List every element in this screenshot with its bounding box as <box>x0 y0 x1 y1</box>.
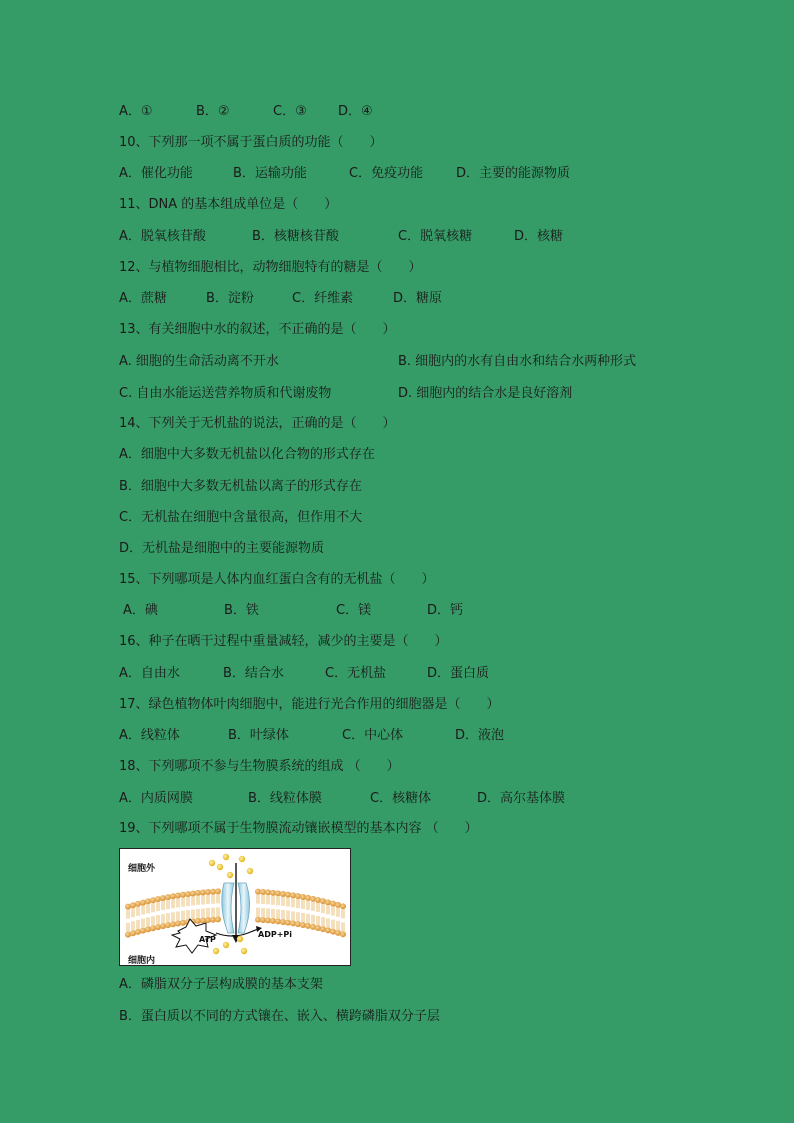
q10-option-c: C．免疫功能 <box>349 166 424 181</box>
ion-particle <box>227 872 233 878</box>
q11-option-b: B．核糖核苷酸 <box>252 229 339 244</box>
q11-option-d: D．核糖 <box>514 229 564 244</box>
q11-option-c: C．脱氧核糖 <box>398 229 473 244</box>
q18-stem: 18、下列哪项不参与生物膜系统的组成 （ ） <box>119 759 400 774</box>
q14-option-a: A．细胞中大多数无机盐以化合物的形式存在 <box>119 447 375 462</box>
label-inside-cell: 细胞内 <box>128 956 156 966</box>
channel-protein <box>222 883 234 933</box>
q14-stem: 14、下列关于无机盐的说法，正确的是（ ） <box>119 416 396 431</box>
ion-particle <box>217 864 223 870</box>
q16-option-b: B．结合水 <box>223 666 284 681</box>
q13-option-d: D. 细胞内的结合水是良好溶剂 <box>398 386 573 401</box>
ion-particle <box>213 948 219 954</box>
q18-option-b: B．线粒体膜 <box>248 791 322 806</box>
q9-option-b: B．② <box>196 104 230 119</box>
q13-option-b: B. 细胞内的水有自由水和结合水两种形式 <box>398 354 637 369</box>
q15-option-a: A．碘 <box>123 603 158 618</box>
q16-option-a: A．自由水 <box>119 666 180 681</box>
q12-option-a: A．蔗糖 <box>119 291 167 306</box>
q16-option-c: C．无机盐 <box>325 666 387 681</box>
q10-option-b: B．运输功能 <box>233 166 307 181</box>
q15-option-b: B．铁 <box>224 603 259 618</box>
membrane-diagram <box>119 848 351 966</box>
label-adp-pi: ADP+Pi <box>258 930 293 939</box>
q17-option-c: C．中心体 <box>342 728 404 743</box>
q16-stem: 16、种子在晒干过程中重量减轻，减少的主要是（ ） <box>119 634 448 649</box>
q12-option-c: C．纤维素 <box>292 291 354 306</box>
q15-option-c: C．镁 <box>336 603 372 618</box>
q15-stem: 15、下列哪项是人体内血红蛋白含有的无机盐（ ） <box>119 572 435 587</box>
ion-particle <box>247 868 253 874</box>
q13-option-a: A. 细胞的生命活动离不开水 <box>119 354 279 369</box>
q18-option-d: D．高尔基体膜 <box>477 791 566 806</box>
q9-option-d: D．④ <box>338 104 373 119</box>
q19-stem: 19、下列哪项不属于生物膜流动镶嵌模型的基本内容 （ ） <box>119 821 478 836</box>
q13-option-c: C. 自由水能运送营养物质和代谢废物 <box>119 386 332 401</box>
q18-option-a: A．内质网膜 <box>119 791 193 806</box>
q17-option-d: D．液泡 <box>455 728 505 743</box>
ion-particle <box>237 936 243 942</box>
q12-option-b: B．淀粉 <box>206 291 254 306</box>
q12-option-d: D．糖原 <box>393 291 443 306</box>
ion-particle <box>209 860 215 866</box>
q14-option-d: D．无机盐是细胞中的主要能源物质 <box>119 541 325 556</box>
q13-stem: 13、有关细胞中水的叙述，不正确的是（ ） <box>119 322 396 337</box>
q9-option-c: C．③ <box>273 104 307 119</box>
q17-option-b: B．叶绿体 <box>228 728 289 743</box>
q12-stem: 12、与植物细胞相比，动物细胞特有的糖是（ ） <box>119 260 422 275</box>
q11-stem: 11、DNA 的基本组成单位是（ ） <box>119 197 338 212</box>
q19-option-a: A．磷脂双分子层构成膜的基本支架 <box>119 977 323 992</box>
q19-option-b: B．蛋白质以不同的方式镶在、嵌入、横跨磷脂双分子层 <box>119 1009 440 1024</box>
q10-option-d: D．主要的能源物质 <box>456 166 571 181</box>
atp-to-adp-arrow <box>216 929 258 936</box>
q14-option-b: B．细胞中大多数无机盐以离子的形式存在 <box>119 479 362 494</box>
q18-option-c: C．核糖体 <box>370 791 432 806</box>
q9-option-a: A．① <box>119 104 153 119</box>
label-atp: ATP <box>199 935 216 944</box>
q14-option-c: C．无机盐在细胞中含量很高，但作用不大 <box>119 510 363 525</box>
q16-option-d: D．蛋白质 <box>427 666 490 681</box>
q10-option-a: A．催化功能 <box>119 166 193 181</box>
ion-particle <box>239 856 245 862</box>
q11-option-a: A．脱氧核苷酸 <box>119 229 206 244</box>
q10-stem: 10、下列那一项不属于蛋白质的功能（ ） <box>119 135 383 150</box>
q17-option-a: A．线粒体 <box>119 728 180 743</box>
q17-stem: 17、绿色植物体叶肉细胞中，能进行光合作用的细胞器是（ ） <box>119 697 500 712</box>
ion-particle <box>223 854 229 860</box>
q15-option-d: D．钙 <box>427 603 464 618</box>
ion-particle <box>241 948 247 954</box>
label-outside-cell: 细胞外 <box>128 864 156 874</box>
ion-particle <box>223 942 229 948</box>
